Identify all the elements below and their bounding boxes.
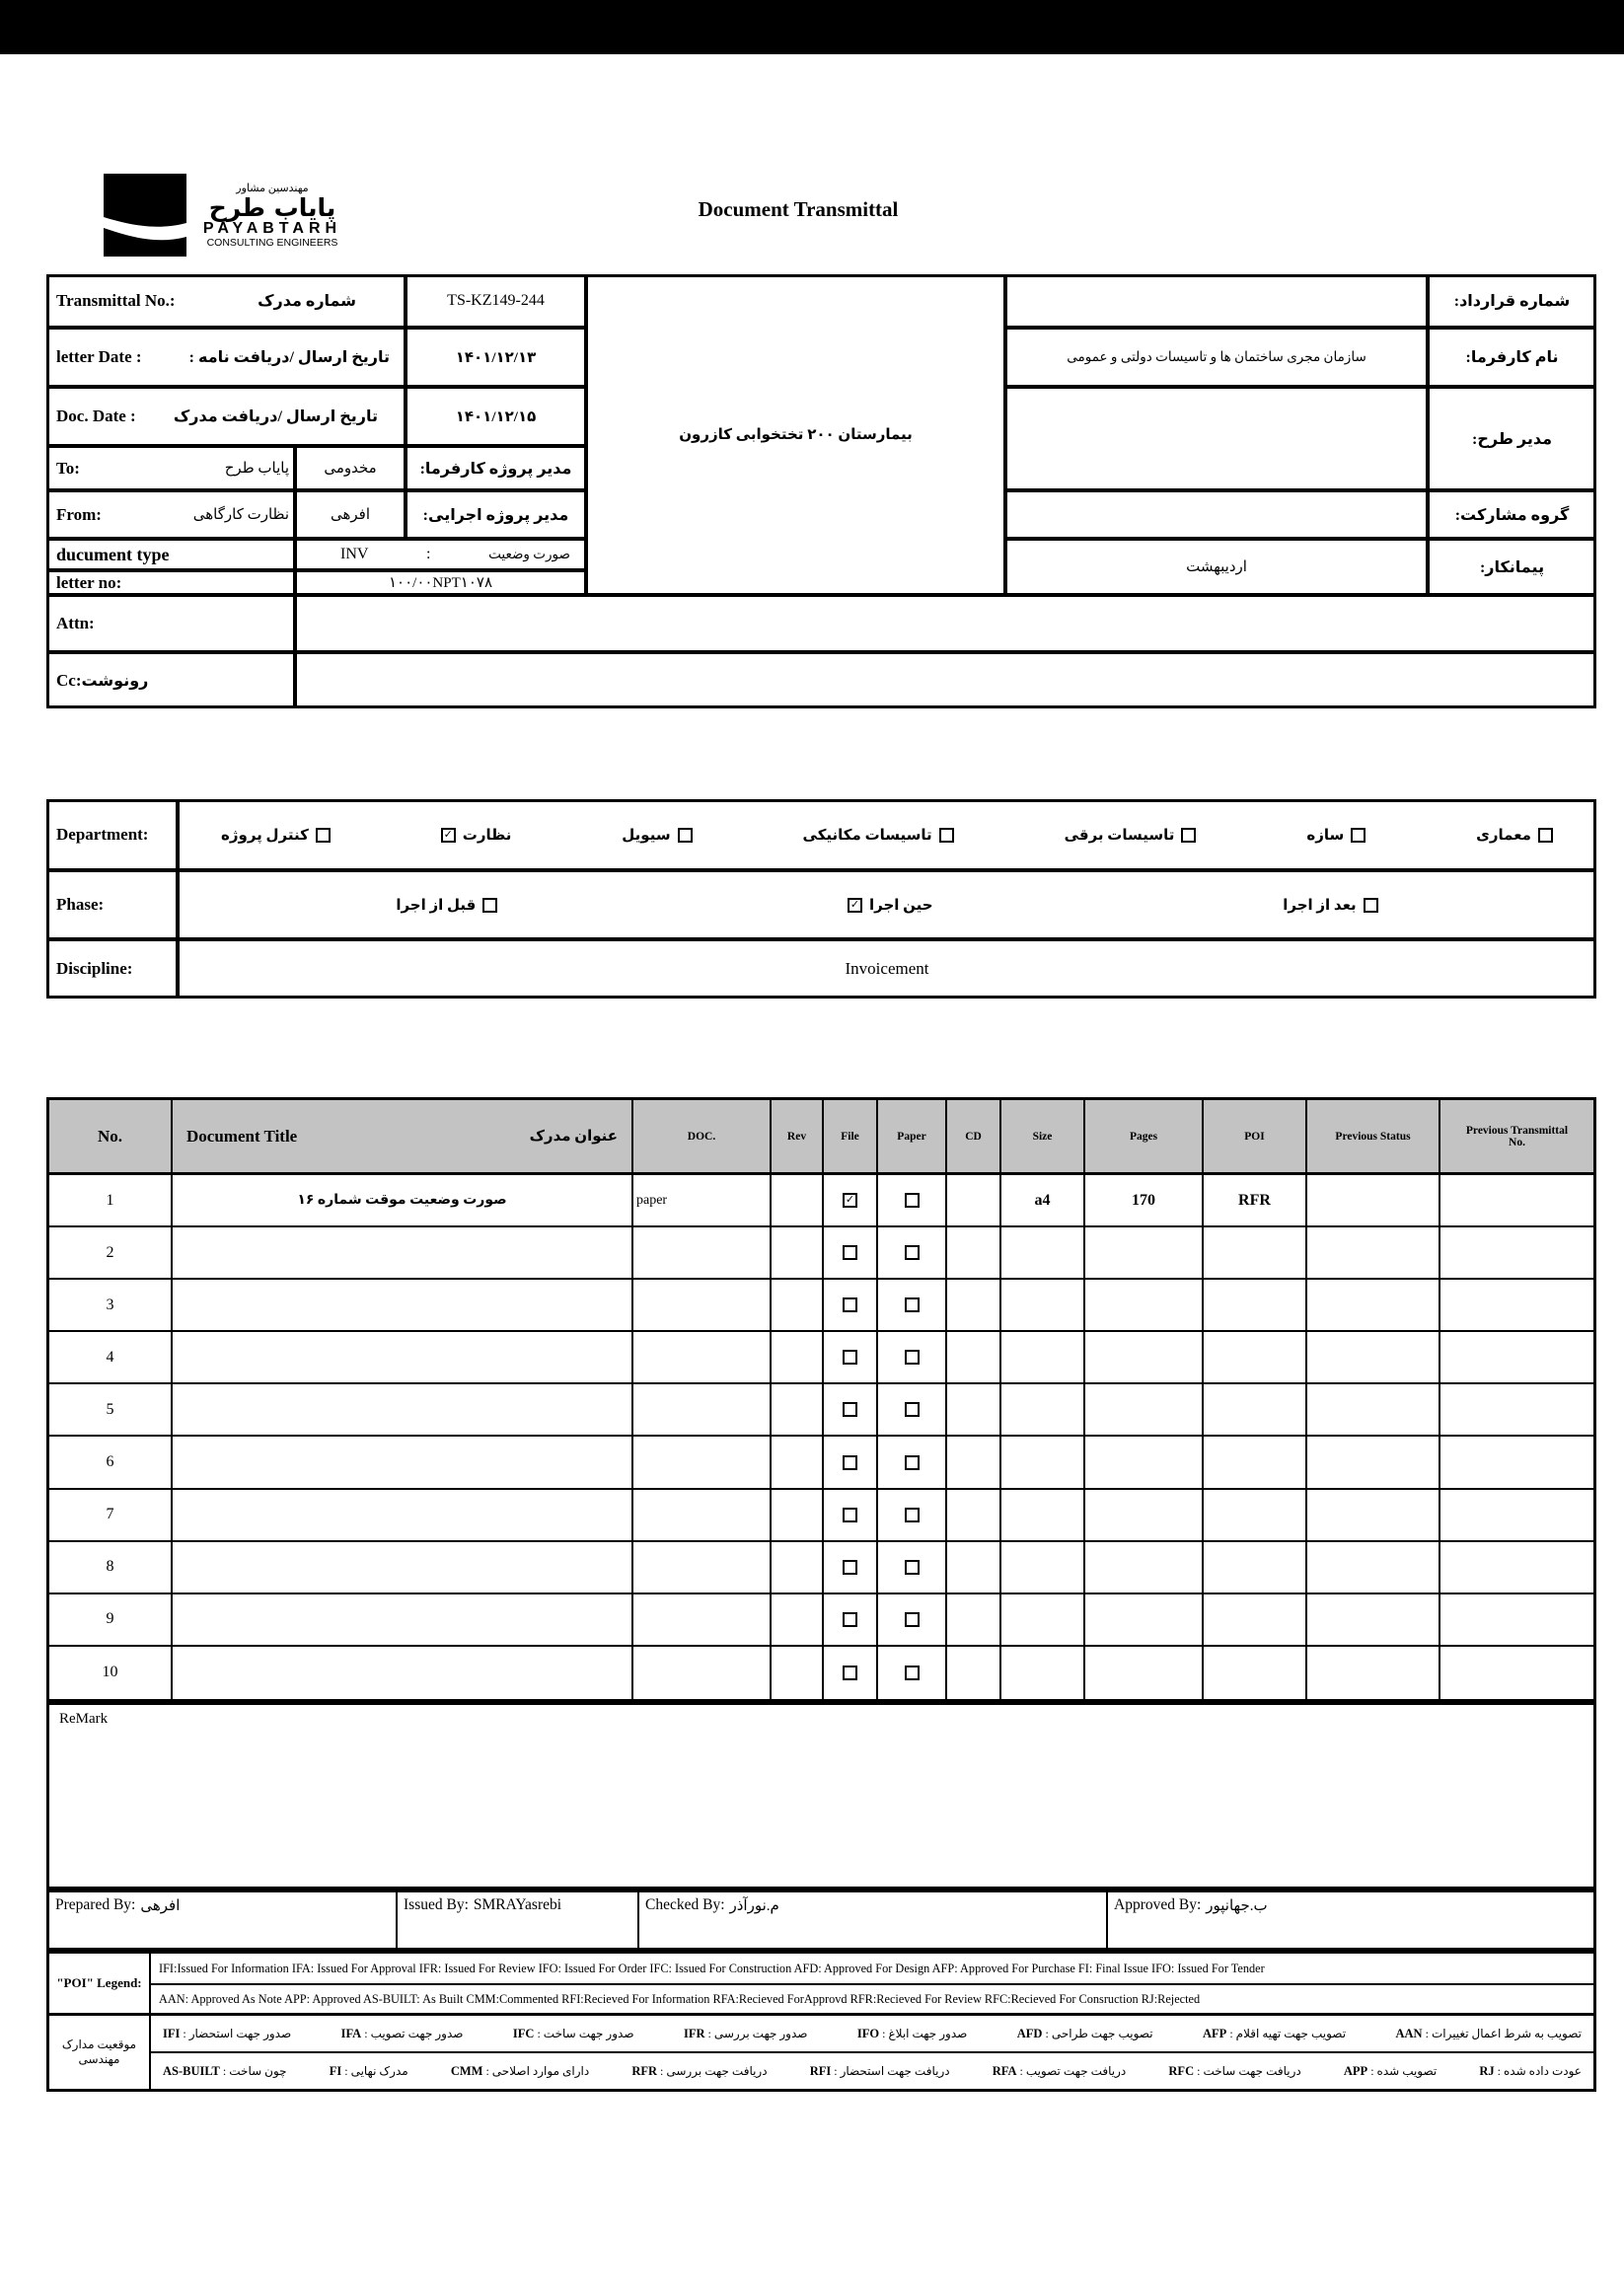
paper-checkbox[interactable]	[905, 1508, 920, 1522]
department-option-label: سیویل	[622, 827, 671, 844]
doc-row-4-paper	[878, 1332, 947, 1384]
prepared-by-value: افرهی	[140, 1898, 181, 1914]
poi-legend-label: "POI" Legend:	[49, 1954, 151, 2016]
doc-row-10-paper	[878, 1647, 947, 1699]
transmittal-no-value: TS-KZ149-244	[406, 274, 586, 328]
doc-row-6-pages	[1085, 1437, 1204, 1489]
client-name-label: نام کارفرما:	[1428, 328, 1596, 387]
phase-option	[1283, 896, 1377, 915]
doc-row-6-cd	[947, 1437, 1001, 1489]
paper-checkbox[interactable]	[905, 1666, 920, 1680]
doc-row-5-poi	[1204, 1384, 1307, 1437]
doc-row-2-paper	[878, 1227, 947, 1280]
department-option	[803, 826, 954, 845]
department-option	[1476, 826, 1553, 845]
legend-text: تصویب جهت طراحی	[1051, 2026, 1153, 2040]
doc-row-5-cd	[947, 1384, 1001, 1437]
doc-row-9-prev_transmittal	[1440, 1594, 1593, 1647]
doc-row-8-pages	[1085, 1542, 1204, 1594]
doc-row-7-paper	[878, 1490, 947, 1542]
jv-group-value	[1005, 490, 1428, 539]
doc-row-3-cd	[947, 1280, 1001, 1332]
doc-row-3-rev	[772, 1280, 824, 1332]
phase-option-label: حین اجرا	[868, 897, 933, 914]
doc-row-6-file	[824, 1437, 878, 1489]
legend-code: AFD	[1016, 2026, 1043, 2040]
doc-row-10-title	[173, 1647, 633, 1699]
doc-row-4-prev_status	[1307, 1332, 1440, 1384]
doc-row-3-prev_transmittal	[1440, 1280, 1593, 1332]
department-checkbox[interactable]	[316, 828, 331, 843]
issued-by-cell: Issued By: SMRAYasrebi	[398, 1892, 639, 1948]
doc-row-10-size	[1001, 1647, 1085, 1699]
doc-row-10-poi	[1204, 1647, 1307, 1699]
doc-row-10-cd	[947, 1647, 1001, 1699]
doc-row-2-prev_transmittal	[1440, 1227, 1593, 1280]
doc-row-2-doc	[633, 1227, 772, 1280]
paper-checkbox[interactable]	[905, 1297, 920, 1312]
phase-checkbox[interactable]: ✓	[848, 898, 862, 913]
letter-date-label: letter Date : تاریخ ارسال /دریافت نامه :	[46, 328, 406, 387]
letter-no-value: ۱۰۰/۰۰NPT۱۰۷۸	[295, 570, 586, 595]
legend-code: IFC	[512, 2026, 535, 2040]
fa-legend-label: موقعیت مدارک مهندسی	[49, 2016, 151, 2089]
legend-text: دارای موارد اصلاحی	[491, 2063, 590, 2078]
fa-legend-item: CMM : دارای موارد اصلاحی	[450, 2063, 590, 2078]
doc-row-5-pages	[1085, 1384, 1204, 1437]
doc-row-7-doc	[633, 1490, 772, 1542]
from-cell: From: نظارت کارگاهی	[46, 490, 295, 539]
doc-row-1-rev	[772, 1175, 824, 1227]
doc-row-9-doc	[633, 1594, 772, 1647]
paper-checkbox[interactable]	[905, 1402, 920, 1417]
doc-row-10-rev	[772, 1647, 824, 1699]
doc-row-6-doc	[633, 1437, 772, 1489]
doc-row-8-title	[173, 1542, 633, 1594]
legend-text: تصویب شده	[1376, 2063, 1438, 2078]
fa-legend-item: RFA : دریافت جهت تصویب	[992, 2063, 1127, 2078]
legend-text: تصویب جهت تهیه اقلام	[1235, 2026, 1347, 2040]
doc-row-4-size	[1001, 1332, 1085, 1384]
doc-row-1-prev_status	[1307, 1175, 1440, 1227]
doc-row-3-prev_status	[1307, 1280, 1440, 1332]
attn-value	[295, 595, 1596, 652]
doc-row-7-prev_transmittal	[1440, 1490, 1593, 1542]
doc-row-8-size	[1001, 1542, 1085, 1594]
letter-no-label: letter no:	[46, 570, 295, 595]
doc-row-8-rev	[772, 1542, 824, 1594]
legend-code: FI	[329, 2063, 342, 2078]
doc-row-7-file	[824, 1490, 878, 1542]
legend-code: RFR	[631, 2063, 658, 2078]
doc-row-7-title	[173, 1490, 633, 1542]
doc-row-7-pages	[1085, 1490, 1204, 1542]
doc-row-3-paper	[878, 1280, 947, 1332]
poi-legend-line2: AAN: Approved As Note APP: Approved AS-BUILT: As Built CMM:Commented RFI:Recieved For Information RFA:Recieved ForApprovd RFR:Recieved For Review RFC:Recieved For Consruction RJ:Rejected	[151, 1985, 1593, 2016]
doc-row-8-prev_status	[1307, 1542, 1440, 1594]
doc-row-6-no: 6	[49, 1437, 173, 1489]
doc-row-4-poi	[1204, 1332, 1307, 1384]
jv-group-label: گروه مشارکت:	[1428, 490, 1596, 539]
scan-artifact-bar	[0, 0, 1624, 54]
doc-row-7-prev_status	[1307, 1490, 1440, 1542]
client-pm-label: مدیر پروژه کارفرما:	[406, 446, 586, 490]
doc-row-2-title	[173, 1227, 633, 1280]
doc-row-5-prev_status	[1307, 1384, 1440, 1437]
doc-row-2-file	[824, 1227, 878, 1280]
doc-row-2-size	[1001, 1227, 1085, 1280]
doc-row-3-no: 3	[49, 1280, 173, 1332]
design-manager-value	[1005, 387, 1428, 490]
logo-name-fa: پایاب طرح	[208, 192, 336, 222]
legend-code: IFO	[856, 2026, 880, 2040]
attn-label: Attn:	[46, 595, 295, 652]
legend-code: AS-BUILT	[163, 2063, 220, 2078]
doc-row-7-size	[1001, 1490, 1085, 1542]
file-checkbox[interactable]	[843, 1560, 857, 1575]
cc-label: Cc: رونوشت	[46, 652, 295, 708]
phase-checkbox[interactable]	[1364, 898, 1378, 913]
doc-row-3-poi	[1204, 1280, 1307, 1332]
col-header-cd: CD	[947, 1100, 1001, 1175]
doc-row-6-size	[1001, 1437, 1085, 1489]
col-header-no: No.	[49, 1100, 173, 1175]
doc-row-4-prev_transmittal	[1440, 1332, 1593, 1384]
doc-row-10-prev_transmittal	[1440, 1647, 1593, 1699]
fa-legend-item: IFC : صدور جهت ساخت	[512, 2026, 634, 2040]
department-checkbox[interactable]	[1351, 828, 1366, 843]
doc-row-5-paper	[878, 1384, 947, 1437]
fa-legend-item: AFD : تصویب جهت طراحی	[1016, 2026, 1153, 2040]
legend-text: عودت داده شده	[1504, 2063, 1582, 2078]
doc-row-4-file	[824, 1332, 878, 1384]
doc-row-10-pages	[1085, 1647, 1204, 1699]
department-option-label: معماری	[1476, 827, 1531, 844]
fa-legend-row1	[151, 2016, 1593, 2053]
fa-legend-item: IFR : صدور جهت بررسی	[683, 2026, 808, 2040]
doc-row-3-title	[173, 1280, 633, 1332]
discipline-label: Discipline:	[46, 939, 178, 999]
doc-row-1-poi: RFR	[1204, 1175, 1307, 1227]
paper-checkbox[interactable]	[905, 1560, 920, 1575]
department-option	[622, 826, 692, 845]
legend-text: صدور جهت ابلاغ	[888, 2026, 968, 2040]
doc-row-10-file	[824, 1647, 878, 1699]
doc-row-1-title: صورت وضعیت موقت شماره ۱۶	[173, 1175, 633, 1227]
department-option-label: نظارت	[462, 827, 512, 844]
department-checkbox[interactable]	[1538, 828, 1553, 843]
doc-row-2-cd	[947, 1227, 1001, 1280]
doc-date-value: ۱۴۰۱/۱۲/۱۵	[406, 387, 586, 446]
doc-row-4-pages	[1085, 1332, 1204, 1384]
col-header-paper: Paper	[878, 1100, 947, 1175]
discipline-value: Invoicement	[178, 939, 1596, 999]
letter-date-value: ۱۴۰۱/۱۲/۱۳	[406, 328, 586, 387]
doc-row-10-doc	[633, 1647, 772, 1699]
legend-text: دریافت جهت استحضار	[840, 2063, 950, 2078]
paper-checkbox[interactable]	[905, 1245, 920, 1260]
legend-code: RFA	[992, 2063, 1017, 2078]
logo-tagline: مهندسین مشاور	[236, 183, 309, 194]
design-manager-label: مدیر طرح:	[1428, 387, 1596, 490]
doc-row-5-no: 5	[49, 1384, 173, 1437]
doc-row-3-size	[1001, 1280, 1085, 1332]
legend-code: IFR	[683, 2026, 705, 2040]
fa-legend-item: IFI : صدور جهت استحضار	[163, 2026, 292, 2040]
doc-row-4-rev	[772, 1332, 824, 1384]
doc-row-1-doc: paper	[633, 1175, 772, 1227]
file-checkbox[interactable]	[843, 1612, 857, 1627]
contract-no-label: شماره قرارداد:	[1428, 274, 1596, 328]
doc-row-9-poi	[1204, 1594, 1307, 1647]
doc-row-8-prev_transmittal	[1440, 1542, 1593, 1594]
from-org: نظارت کارگاهی	[192, 507, 289, 523]
doc-row-7-poi	[1204, 1490, 1307, 1542]
signatures-row	[46, 1889, 1596, 1951]
fa-legend-item: RJ : عودت داده شده	[1479, 2063, 1582, 2078]
doc-row-1-paper	[878, 1175, 947, 1227]
department-checkbox[interactable]: ✓	[441, 828, 456, 843]
doc-row-5-file	[824, 1384, 878, 1437]
doc-row-1-prev_transmittal	[1440, 1175, 1593, 1227]
doc-row-8-file	[824, 1542, 878, 1594]
file-checkbox[interactable]	[843, 1297, 857, 1312]
doc-row-7-no: 7	[49, 1490, 173, 1542]
col-header-file: File	[824, 1100, 878, 1175]
doc-row-8-no: 8	[49, 1542, 173, 1594]
department-option-label: سازه	[1306, 827, 1345, 844]
col-header-poi: POI	[1204, 1100, 1307, 1175]
legend-code: RFC	[1168, 2063, 1195, 2078]
legend-text: دریافت جهت بررسی	[666, 2063, 768, 2078]
department-option-label: کنترل پروژه	[221, 827, 309, 844]
file-checkbox[interactable]	[843, 1455, 857, 1470]
paper-checkbox[interactable]	[905, 1350, 920, 1365]
legend-text: صدور جهت بررسی	[713, 2026, 808, 2040]
paper-checkbox[interactable]	[905, 1612, 920, 1627]
legend-text: دریافت جهت ساخت	[1203, 2063, 1301, 2078]
department-option	[1065, 826, 1197, 845]
fa-legend-item: RFR : دریافت جهت بررسی	[631, 2063, 768, 2078]
fa-legend-item: RFI : دریافت جهت استحضار	[809, 2063, 950, 2078]
legend-code: AAN	[1395, 2026, 1423, 2040]
doc-row-9-rev	[772, 1594, 824, 1647]
file-checkbox[interactable]	[843, 1508, 857, 1522]
phase-checkbox[interactable]	[482, 898, 497, 913]
doc-row-3-doc	[633, 1280, 772, 1332]
legend-code: IFI	[163, 2026, 181, 2040]
executive-pm-label: مدیر پروژه اجرایی:	[406, 490, 586, 539]
contractor-label: پیمانکار:	[1428, 539, 1596, 595]
doc-row-3-pages	[1085, 1280, 1204, 1332]
issued-by-value: SMRAYasrebi	[473, 1896, 562, 1913]
phase-option-label: قبل از اجرا	[396, 897, 477, 914]
col-header-pages: Pages	[1085, 1100, 1204, 1175]
doc-row-6-paper	[878, 1437, 947, 1489]
client-name-value: سازمان مجری ساختمان ها و تاسیسات دولتی و عمومی	[1005, 328, 1428, 387]
legend-code: APP	[1343, 2063, 1368, 2078]
legend-code: RFI	[809, 2063, 832, 2078]
col-header-doc: DOC.	[633, 1100, 772, 1175]
doc-row-5-size	[1001, 1384, 1085, 1437]
legend-code: RJ	[1479, 2063, 1495, 2078]
doc-date-label: Doc. Date : تاریخ ارسال /دریافت مدرک	[46, 387, 406, 446]
doc-row-6-poi	[1204, 1437, 1307, 1489]
doc-row-9-size	[1001, 1594, 1085, 1647]
transmittal-no-label: Transmittal No.: شماره مدرک	[46, 274, 406, 328]
doc-row-10-prev_status	[1307, 1647, 1440, 1699]
document-type-value: INV : صورت وضعیت	[295, 539, 586, 570]
fa-legend-item: FI : مدرک نهایی	[329, 2063, 408, 2078]
document-type-label: ducument type	[46, 539, 295, 570]
doc-row-8-doc	[633, 1542, 772, 1594]
doc-row-6-rev	[772, 1437, 824, 1489]
doc-row-4-no: 4	[49, 1332, 173, 1384]
col-header-prev-status: Previous Status	[1307, 1100, 1440, 1175]
doc-row-4-title	[173, 1332, 633, 1384]
col-header-size: Size	[1001, 1100, 1085, 1175]
poi-legend-line1: IFI:Issued For Information IFA: Issued For Approval IFR: Issued For Review IFO: Issued For Order IFC: Issued For Construction AFD: Approved For Design AFP: Approved For Purchase FI: Final Issue IFO: Issued For Tender	[151, 1954, 1593, 1985]
file-checkbox[interactable]	[843, 1245, 857, 1260]
fa-legend-item: AS-BUILT : چون ساخت	[163, 2063, 287, 2078]
approved-by-value: ب.جهانپور	[1206, 1898, 1268, 1914]
legend-code: AFP	[1203, 2026, 1227, 2040]
doc-row-8-cd	[947, 1542, 1001, 1594]
phase-options	[178, 870, 1596, 939]
paper-checkbox[interactable]	[905, 1455, 920, 1470]
contract-no-value	[1005, 274, 1428, 328]
legend-text: مدرک نهایی	[350, 2063, 408, 2078]
doc-row-1-file	[824, 1175, 878, 1227]
col-header-prev-transmittal: Previous Transmittal No.	[1440, 1100, 1593, 1175]
col-header-rev: Rev	[772, 1100, 824, 1175]
fa-legend-item: APP : تصویب شده	[1343, 2063, 1438, 2078]
logo-name-en: PAYABTARH	[202, 219, 342, 237]
doc-row-8-paper	[878, 1542, 947, 1594]
doc-row-10-no: 10	[49, 1647, 173, 1699]
doc-row-4-cd	[947, 1332, 1001, 1384]
doc-row-7-rev	[772, 1490, 824, 1542]
doc-row-1-no: 1	[49, 1175, 173, 1227]
legend-text: صدور جهت تصویب	[370, 2026, 464, 2040]
logo-subtitle: CONSULTING ENGINEERS	[206, 236, 338, 249]
from-person: افرهی	[295, 490, 406, 539]
fa-legend-item: IFA : صدور جهت تصویب	[340, 2026, 464, 2040]
col-header-title: Document Title عنوان مدرک	[173, 1100, 633, 1175]
doc-row-6-title	[173, 1437, 633, 1489]
fa-legend-item: AAN : تصویب به شرط اعمال تغییرات	[1395, 2026, 1582, 2040]
file-checkbox[interactable]	[843, 1666, 857, 1680]
doc-row-2-rev	[772, 1227, 824, 1280]
legend-text: دریافت جهت تصویب	[1025, 2063, 1127, 2078]
doc-row-9-pages	[1085, 1594, 1204, 1647]
doc-row-5-title	[173, 1384, 633, 1437]
checked-by-value: م.نورآذر	[729, 1898, 779, 1914]
to-person: مخدومی	[295, 446, 406, 490]
doc-row-9-paper	[878, 1594, 947, 1647]
file-checkbox[interactable]	[843, 1402, 857, 1417]
contractor-value: اردیبهشت	[1005, 539, 1428, 595]
department-option-label: تاسیسات برقی	[1064, 827, 1175, 844]
phase-label: Phase:	[46, 870, 178, 939]
department-option-label: تاسیسات مکانیکی	[802, 827, 932, 844]
checked-by-cell: Checked By: م.نورآذر	[639, 1892, 1108, 1948]
company-logo-text	[184, 184, 361, 249]
fa-legend-item: AFP : تصویب جهت تهیه اقلام	[1203, 2026, 1347, 2040]
doc-row-2-pages	[1085, 1227, 1204, 1280]
file-checkbox[interactable]	[843, 1350, 857, 1365]
legend-text: تصویب به شرط اعمال تغییرات	[1431, 2026, 1582, 2040]
doc-row-9-prev_status	[1307, 1594, 1440, 1647]
doc-row-7-cd	[947, 1490, 1001, 1542]
phase-option	[848, 896, 933, 915]
department-options	[178, 799, 1596, 870]
department-option	[1306, 826, 1366, 845]
approved-by-cell: Approved By: ب.جهانپور	[1114, 1896, 1268, 1914]
phase-option	[396, 896, 497, 915]
cc-value	[295, 652, 1596, 708]
remark-label: ReMark	[59, 1711, 109, 1727]
page-title: Document Transmittal	[698, 197, 899, 221]
doc-row-9-file	[824, 1594, 878, 1647]
to-org: پایاب طرح	[224, 461, 289, 477]
legend-text: صدور جهت ساخت	[543, 2026, 634, 2040]
doc-row-1-cd	[947, 1175, 1001, 1227]
department-checkbox[interactable]	[1181, 828, 1196, 843]
file-checkbox[interactable]: ✓	[843, 1193, 857, 1208]
doc-row-1-pages: 170	[1085, 1175, 1204, 1227]
department-checkbox[interactable]	[678, 828, 693, 843]
fa-legend-item: RFC : دریافت جهت ساخت	[1168, 2063, 1301, 2078]
doc-row-1-size: a4	[1001, 1175, 1085, 1227]
department-option	[441, 826, 512, 845]
legend-text: صدور جهت استحضار	[188, 2026, 292, 2040]
doc-row-5-rev	[772, 1384, 824, 1437]
prepared-by-cell: Prepared By: افرهی	[49, 1892, 398, 1948]
remark-box	[46, 1702, 1596, 1889]
project-name: بیمارستان ۲۰۰ تختخوابی کازرون	[586, 274, 1005, 595]
to-cell: To: پایاب طرح	[46, 446, 295, 490]
company-logo-icon	[104, 174, 186, 257]
legend-text: چون ساخت	[229, 2063, 287, 2078]
doc-row-5-prev_transmittal	[1440, 1384, 1593, 1437]
doc-row-5-doc	[633, 1384, 772, 1437]
doc-row-6-prev_status	[1307, 1437, 1440, 1489]
doc-row-2-no: 2	[49, 1227, 173, 1280]
legend-code: IFA	[340, 2026, 362, 2040]
fa-legend-item: IFO : صدور جهت ابلاغ	[856, 2026, 968, 2040]
department-label: Department:	[46, 799, 178, 870]
doc-row-9-no: 9	[49, 1594, 173, 1647]
department-option	[221, 826, 331, 845]
paper-checkbox[interactable]	[905, 1193, 920, 1208]
doc-row-4-doc	[633, 1332, 772, 1384]
doc-row-2-prev_status	[1307, 1227, 1440, 1280]
doc-row-2-poi	[1204, 1227, 1307, 1280]
doc-row-9-title	[173, 1594, 633, 1647]
fa-legend-row2	[151, 2053, 1593, 2089]
doc-row-3-file	[824, 1280, 878, 1332]
phase-option-label: بعد از اجرا	[1283, 897, 1357, 914]
documents-table	[46, 1097, 1596, 1702]
doc-row-6-prev_transmittal	[1440, 1437, 1593, 1489]
doc-row-8-poi	[1204, 1542, 1307, 1594]
legend-code: CMM	[450, 2063, 483, 2078]
doc-row-9-cd	[947, 1594, 1001, 1647]
department-checkbox[interactable]	[939, 828, 954, 843]
